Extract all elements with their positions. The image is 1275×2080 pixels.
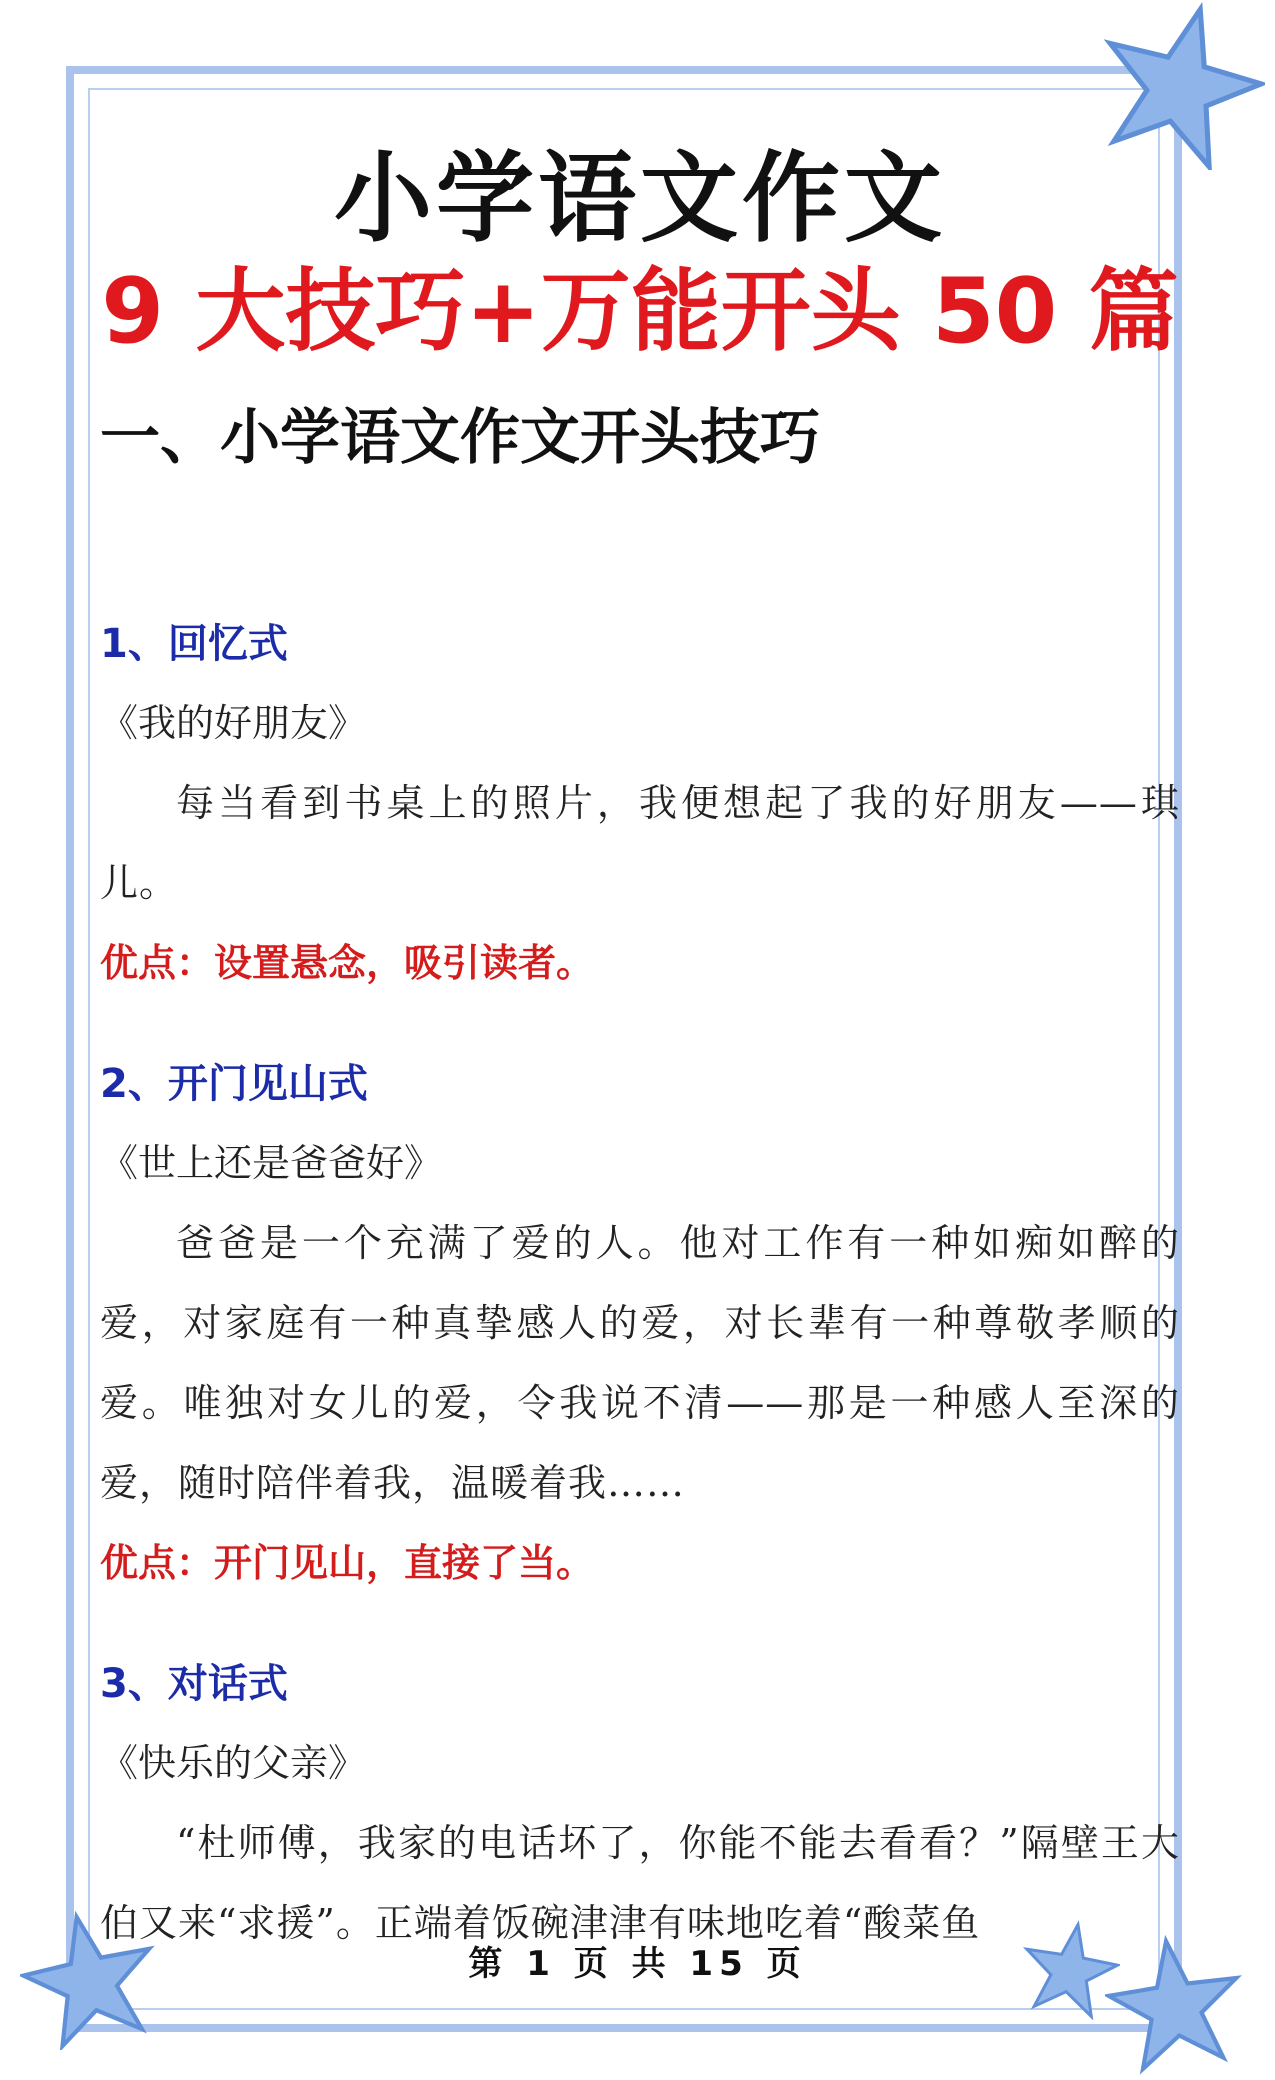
example-title: 《快乐的父亲》 — [100, 1741, 367, 1785]
technique-section — [100, 605, 1180, 1003]
example-text: 每当看到书桌上的照片，我便想起了我的好朋友——琪儿。 — [100, 781, 1180, 905]
document-subtitle: 9 大技巧+万能开头 50 篇 — [101, 259, 1179, 364]
page-number: 第 1 页 共 15 页 — [468, 1944, 807, 1984]
example-title: 《世上还是爸爸好》 — [100, 1141, 443, 1185]
example-text: “杜师傅，我家的电话坏了，你能不能去看看？”隔壁王大伯又来“求援”。正端着饭碗津津有味地吃着“酸菜鱼 — [100, 1821, 1180, 1945]
advantage-note: 优点：设置悬念，吸引读者。 — [100, 941, 595, 985]
example-title: 《我的好朋友》 — [100, 701, 367, 745]
technique-heading: 1、回忆式 — [100, 621, 288, 667]
advantage-note: 优点：开门见山，直接了当。 — [100, 1541, 595, 1585]
section-heading: 一、小学语文作文开头技巧 — [100, 403, 820, 473]
technique-heading: 3、对话式 — [100, 1661, 288, 1707]
technique-section — [100, 1045, 1180, 1603]
technique-section — [100, 1645, 1180, 1963]
technique-heading: 2、开门见山式 — [100, 1061, 368, 1107]
document-title: 小学语文作文 — [333, 142, 946, 256]
example-text: 爸爸是一个充满了爱的人。他对工作有一种如痴如醉的爱，对家庭有一种真挚感人的爱，对长辈有一种尊敬孝顺的爱。唯独对女儿的爱，令我说不清——那是一种感人至深的爱，随时陪伴着我，温暖着我…… — [100, 1221, 1180, 1505]
document-body — [100, 100, 1180, 2000]
